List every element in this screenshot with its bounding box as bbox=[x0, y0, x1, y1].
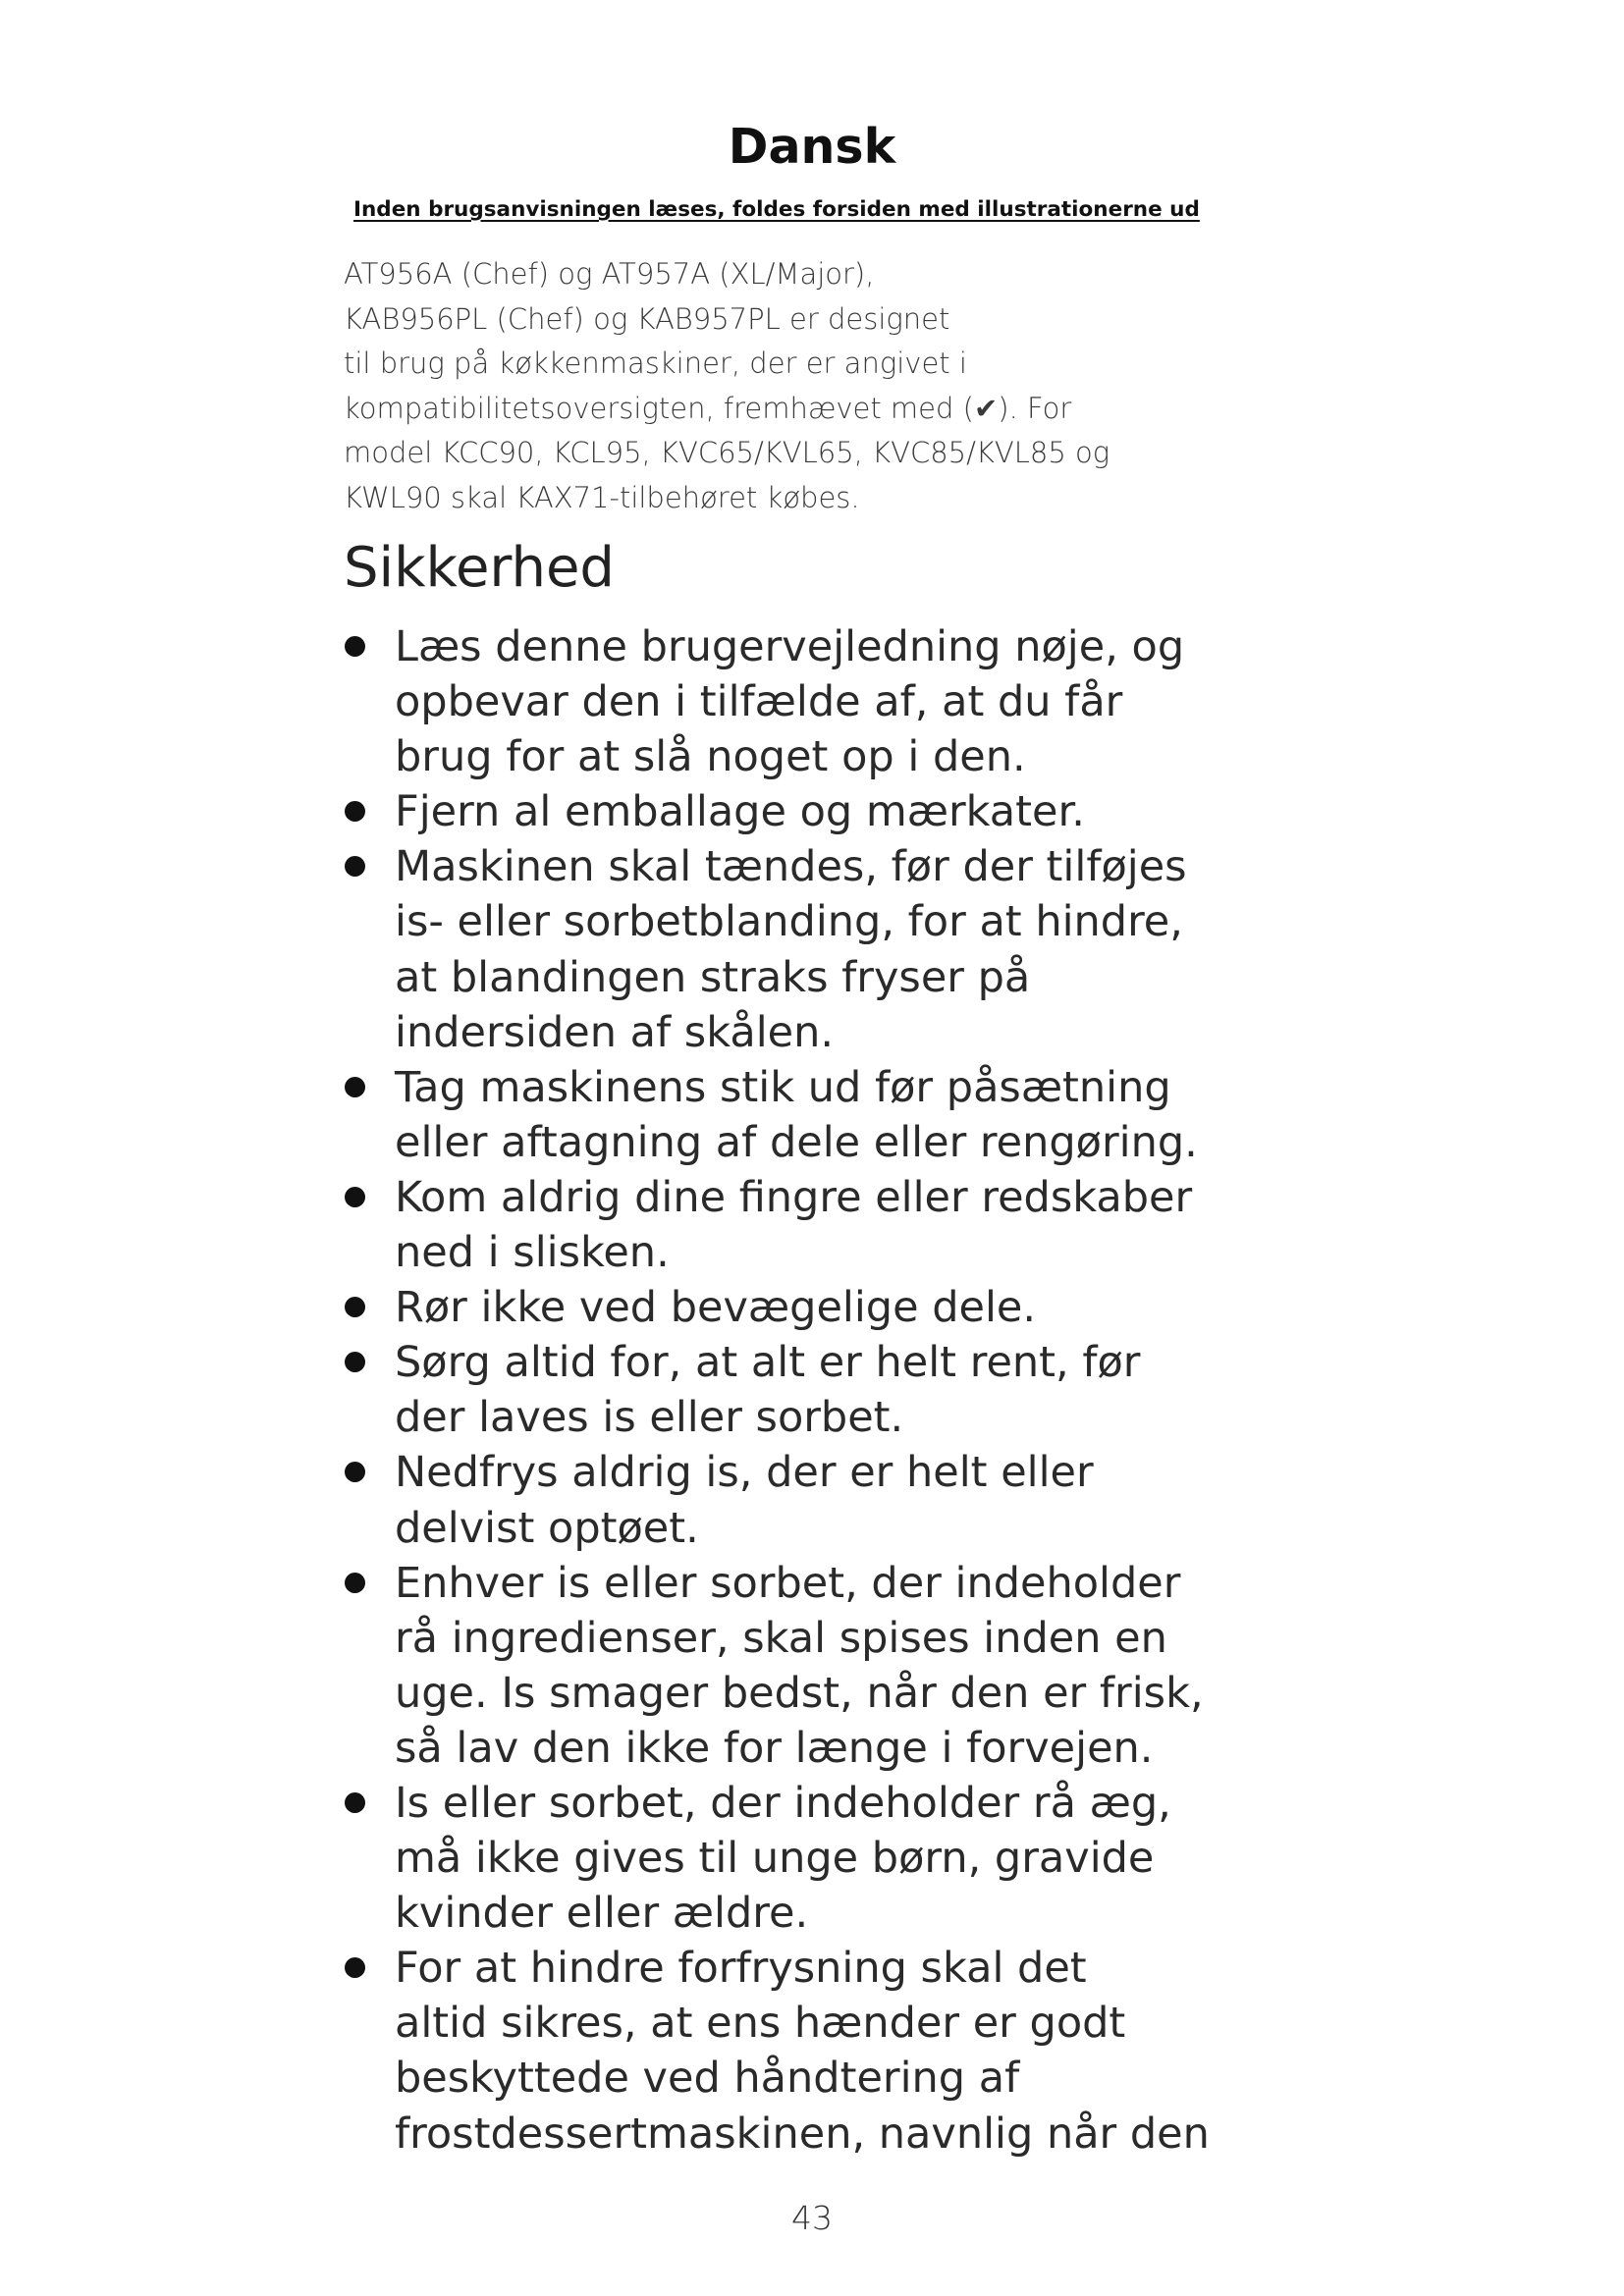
item-line: Kom aldrig dine fingre eller redskaber bbox=[395, 1172, 1193, 1222]
item-line: frostdessertmaskinen, navnlig når den bbox=[395, 2109, 1210, 2159]
item-line: beskyttede ved håndtering af bbox=[395, 2054, 1020, 2104]
bullet-icon bbox=[345, 1792, 365, 1813]
bullet-icon bbox=[345, 1077, 365, 1097]
item-line: Fjern al emballage og mærkater. bbox=[395, 787, 1085, 837]
bullet-icon bbox=[345, 1187, 365, 1207]
bullet-icon bbox=[345, 1297, 365, 1317]
safety-list-item bbox=[344, 1776, 1326, 1941]
item-line: opbevar den i tilfælde af, at du får bbox=[395, 677, 1123, 727]
bullet-icon bbox=[345, 636, 365, 657]
bullet-icon bbox=[345, 801, 365, 822]
safety-list bbox=[344, 619, 1326, 2162]
page-title: Dansk bbox=[728, 118, 896, 175]
bullet-icon bbox=[345, 1462, 365, 1482]
item-line: ned i slisken. bbox=[395, 1228, 670, 1278]
safety-list-item bbox=[344, 1060, 1326, 1170]
safety-list-item bbox=[344, 784, 1326, 839]
safety-list-item bbox=[344, 1335, 1326, 1445]
intro-line: KWL90 skal KAX71-tilbehøret købes. bbox=[344, 480, 860, 514]
safety-list-item bbox=[344, 1280, 1326, 1335]
safety-list-item bbox=[344, 619, 1326, 784]
intro-line: KAB956PL (Chef) og KAB957PL er designet bbox=[344, 301, 950, 336]
intro-line: model KCC90, KCL95, KVC65/KVL65, KVC85/KVL85 og bbox=[344, 436, 1110, 470]
item-line: Enhver is eller sorbet, der indeholder bbox=[395, 1558, 1181, 1608]
intro-line: til brug på køkkenmaskiner, der er angivet i bbox=[344, 347, 967, 381]
safety-list-item bbox=[344, 1556, 1326, 1776]
section-heading-safety: Sikkerhed bbox=[344, 536, 615, 600]
bullet-icon bbox=[345, 856, 365, 877]
item-line: Tag maskinens stik ud før påsætning bbox=[395, 1062, 1171, 1112]
item-line: Læs denne brugervejledning nøje, og bbox=[395, 622, 1185, 671]
item-line: så lav den ikke for længe i forvejen. bbox=[395, 1723, 1154, 1773]
item-line: Maskinen skal tændes, før der tilføjes bbox=[395, 842, 1187, 892]
safety-list-item bbox=[344, 839, 1326, 1059]
item-line: is- eller sorbetblanding, for at hindre, bbox=[395, 897, 1183, 947]
safety-list-item bbox=[344, 1445, 1326, 1555]
item-line: at blandingen straks fryser på bbox=[395, 952, 1031, 1002]
item-line: kvinder eller ældre. bbox=[395, 1889, 809, 1939]
item-line: må ikke gives til unge børn, gravide bbox=[395, 1834, 1155, 1884]
bullet-icon bbox=[345, 1352, 365, 1372]
fold-instruction-note: Inden brugsanvisningen læses, foldes forsiden med illustrationerne ud bbox=[353, 197, 1200, 222]
item-line: rå ingredienser, skal spises inden en bbox=[395, 1613, 1167, 1663]
intro-line: AT956A (Chef) og AT957A (XL/Major), bbox=[344, 257, 875, 291]
safety-list-item bbox=[344, 1941, 1326, 2161]
bullet-icon bbox=[345, 1957, 365, 1978]
item-line: Is eller sorbet, der indeholder rå æg, bbox=[395, 1778, 1171, 1828]
item-line: Nedfrys aldrig is, der er helt eller bbox=[395, 1448, 1094, 1498]
item-line: uge. Is smager bedst, når den er frisk, bbox=[395, 1668, 1204, 1718]
item-line: der laves is eller sorbet. bbox=[395, 1393, 904, 1443]
safety-list-item bbox=[344, 1170, 1326, 1280]
bullet-icon bbox=[345, 1573, 365, 1593]
item-line: eller aftagning af dele eller rengøring. bbox=[395, 1117, 1198, 1167]
item-line: brug for at slå noget op i den. bbox=[395, 732, 1026, 782]
item-line: altid sikres, at ens hænder er godt bbox=[395, 1999, 1126, 2049]
item-line: delvist optøet. bbox=[395, 1503, 699, 1553]
page-number: 43 bbox=[791, 2199, 833, 2237]
intro-paragraph bbox=[344, 252, 1306, 521]
item-line: Rør ikke ved bevægelige dele. bbox=[395, 1283, 1037, 1333]
item-line: For at hindre forfrysning skal det bbox=[395, 1944, 1087, 1994]
item-line: indersiden af skålen. bbox=[395, 1007, 835, 1057]
intro-line: kompatibilitetsoversigten, fremhævet med (✔). For bbox=[344, 391, 1072, 425]
item-line: Sørg altid for, at alt er helt rent, før bbox=[395, 1338, 1141, 1388]
